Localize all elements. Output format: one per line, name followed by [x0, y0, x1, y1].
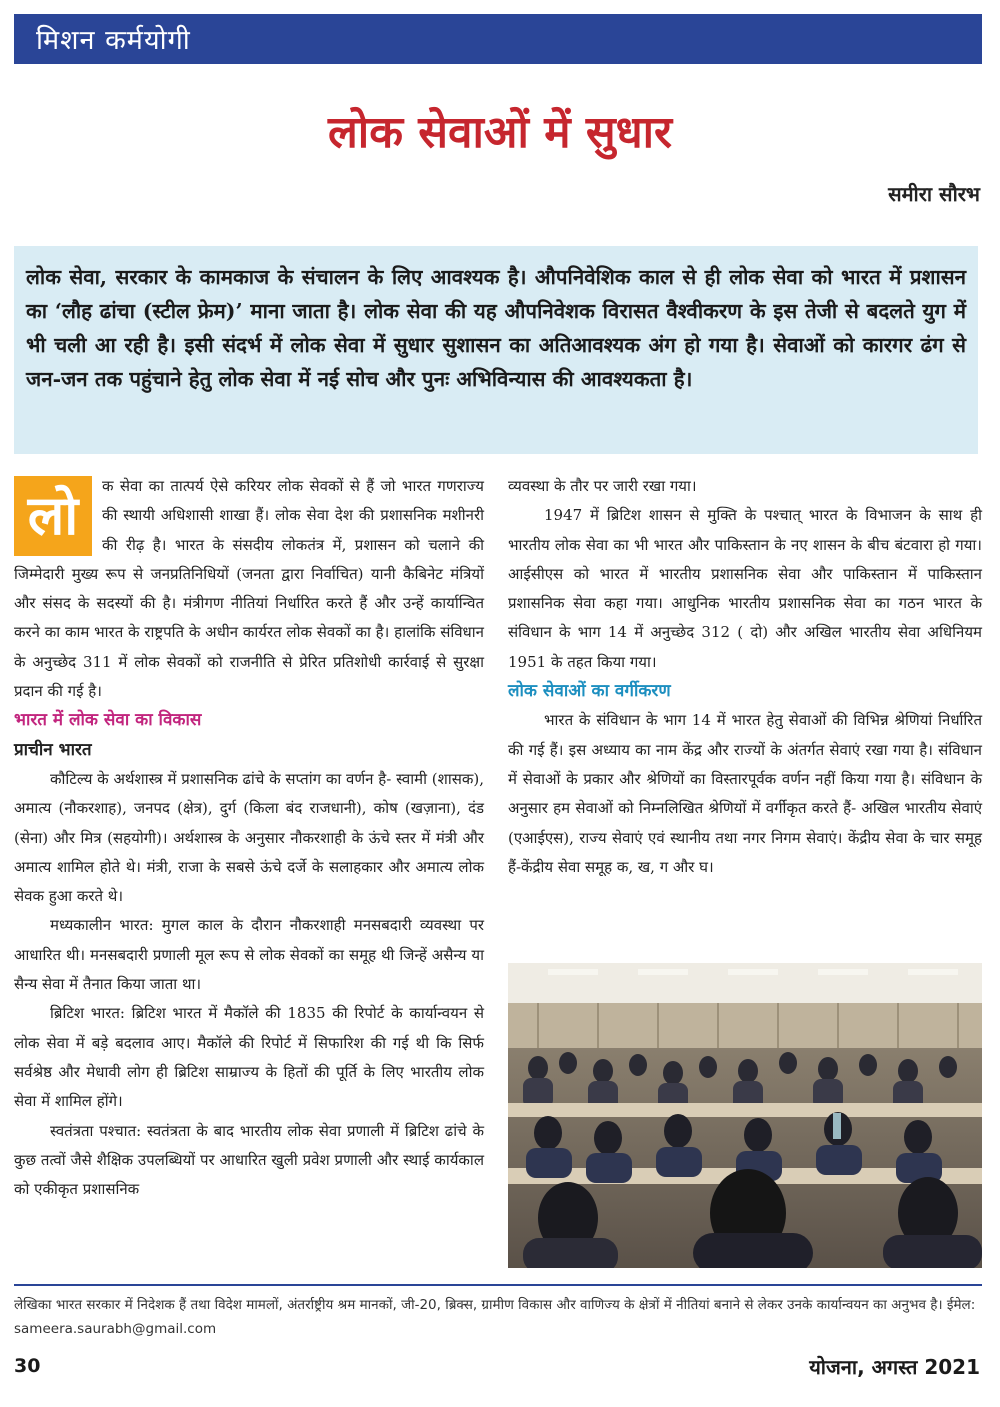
section-label: मिशन कर्मयोगी — [36, 25, 191, 56]
paragraph: स्वतंत्रता पश्चात: स्वतंत्रता के बाद भारतीय लोक सेवा प्रणाली में ब्रिटिश ढांचे के कुछ तत्वों जैसे शैक्षिक उपलब्धियों पर आधारित खुली प्रवेश प्रणाली और स्थाई कार्यकाल को एकीकृत प्रशासनिक — [14, 1121, 484, 1199]
section-header-band — [14, 14, 982, 64]
paragraph: व्यवस्था के तौर पर जारी रखा गया। — [508, 477, 697, 495]
paragraph: मध्यकालीन भारत: मुगल काल के दौरान नौकरशाही मनसबदारी व्यवस्था पर आधारित थी। मनसबदारी प्रणाली मूल रूप से लोक सेवकों का समूह थी जिन्हें असैन्य या सैन्य सेवा में तैनात किया जाता था। — [14, 916, 484, 994]
dropcap: लो — [14, 476, 92, 556]
paragraph: कौटिल्य के अर्थशास्त्र में प्रशासनिक ढांचे के सप्तांग का वर्णन है- स्वामी (शासक), अमात्य (नौकरशाह), जनपद (क्षेत्र), दुर्ग (किला बंद राजधानी), कोष (खज़ाना), दंड (सेना) और मित्र (सहयोगी)। अर्थशास्त्र के अनुसार नौकरशाही के ऊंचे स्तर में मंत्री और अमात्य शामिल होते थे। मंत्री, राजा के सबसे ऊंचे दर्जे के सलाहकार और अमात्य लोक सेवक हुआ करते थे। — [14, 769, 484, 906]
article-abstract: लोक सेवा, सरकार के कामकाज के संचालन के लिए आवश्यक है। औपनिवेशिक काल से ही लोक सेवा को भारत में प्रशासन का ‘लौह ढांचा (स्टील फ्रेम)’ माना जाता है। लोक सेवा की यह औपनिवेशक विरासत वैश्वीकरण के इस तेजी से बदलते युग में भी चली आ रही है। इसी संदर्भ में लोक सेवा में सुधार सुशासन का अतिआवश्यक अंग हो गया है। सेवाओं को कारगर ढंग से जन-जन तक पहुंचाने हेतु लोक सेवा में नई सोच और पुनः अभिविन्यास की आवश्यकता है। — [14, 246, 978, 454]
right-column — [508, 472, 982, 882]
author-footnote — [14, 1293, 982, 1341]
section-heading: भारत में लोक सेवा का विकास — [14, 710, 202, 731]
article-title: लोक सेवाओं में सुधार — [327, 107, 673, 158]
author-email: sameera.saurabh@gmail.com — [14, 1321, 217, 1337]
subsection-heading: प्राचीन भारत — [14, 739, 92, 760]
article-author: समीरा सौरभ — [888, 182, 980, 206]
photo-illustration — [508, 963, 982, 1268]
conference-hall-photo — [508, 963, 982, 1268]
footnote-text: लेखिका भारत सरकार में निदेशक हैं तथा विदेश मामलों, अंतर्राष्ट्रीय श्रम मानकों, जी-20, ब्रिक्स, ग्रामीण विकास और वाणिज्य के क्षेत्रों में नीतियां बनाने से लेकर उनके कार्यान्वयन का अनुभव है। ईमेल: — [14, 1297, 976, 1313]
left-column — [14, 472, 484, 1204]
paragraph: भारत के संविधान के भाग 14 में भारत हेतु सेवाओं की विभिन्न श्रेणियां निर्धारित की गई हैं। इस अध्याय का नाम केंद्र और राज्यों के अंतर्गत सेवाएं रखा गया है। संविधान में सेवाओं के प्रकार और श्रेणियों का विस्तारपूर्वक वर्णन नहीं किया गया है। संविधान के अनुसार हम सेवाओं को निम्नलिखित श्रेणियों में वर्गीकृत करते हैं- अखिल भारतीय सेवाएं (एआईएस), राज्य सेवाएं एवं स्थानीय तथा नगर निगम सेवाएं। केंद्रीय सेवा के चार समूह हैं-केंद्रीय सेवा समूह क, ख, ग और घ। — [508, 711, 982, 876]
section-heading: लोक सेवाओं का वर्गीकरण — [508, 681, 671, 702]
footnote-divider — [14, 1284, 982, 1286]
page-number: 30 — [14, 1355, 41, 1377]
magazine-issue: योजना, अगस्त 2021 — [809, 1355, 980, 1379]
paragraph: 1947 में ब्रिटिश शासन से मुक्ति के पश्चात् भारत के विभाजन के साथ ही भारतीय लोक सेवा का भी भारत और पाकिस्तान के नए शासन के बीच बंटवारा हो गया। आईसीएस को भारत में भारतीय प्रशासनिक सेवा और पाकिस्तान में पाकिस्तान प्रशासनिक सेवा कहा गया। आधुनिक भारतीय प्रशासनिक सेवा का गठन भारत के संविधान के भाग 14 में अनुच्छेद 312 ( दो) और अखिल भारतीय सेवा अधिनियम 1951 के तहत किया गया। — [508, 506, 982, 671]
paragraph: ब्रिटिश भारत: ब्रिटिश भारत में मैकॉले की 1835 की रिपोर्ट के कार्यान्वयन से लोक सेवा में बड़े बदलाव आए। मैकॉले की रिपोर्ट में सिफारिश की गई थी कि सिर्फ सर्वश्रेष्ठ और मेधावी लोग ही ब्रिटिश साम्राज्य के हितों की पूर्ति के लिए भारतीय लोक सेवा में शामिल होंगे। — [14, 1004, 484, 1111]
paragraph: क सेवा का तात्पर्य ऐसे करियर लोक सेवकों से हैं जो भारत गणराज्य की स्थायी अधिशासी शाखा हैं। लोक सेवा देश की प्रशासनिक मशीनरी की रीढ़ है। भारत के संसदीय लोकतंत्र में, प्रशासन को चलाने की जिम्मेदारी मुख्य रूप से जनप्रतिनिधियों (जनता द्वारा निर्वाचित) यानी कैबिनेट मंत्रियों और संसद के सदस्यों की है। मंत्रीगण नीतियां निर्धारित करते हैं और उन्हें कार्यान्वित करने का काम भारत के राष्ट्रपति के अधीन कार्यरत लोक सेवकों का है। हालांकि संविधान के अनुच्छेद 311 में लोक सेवकों को राजनीति से प्रेरित प्रतिशोधी कार्रवाई से सुरक्षा प्रदान की गई है। — [14, 477, 484, 701]
